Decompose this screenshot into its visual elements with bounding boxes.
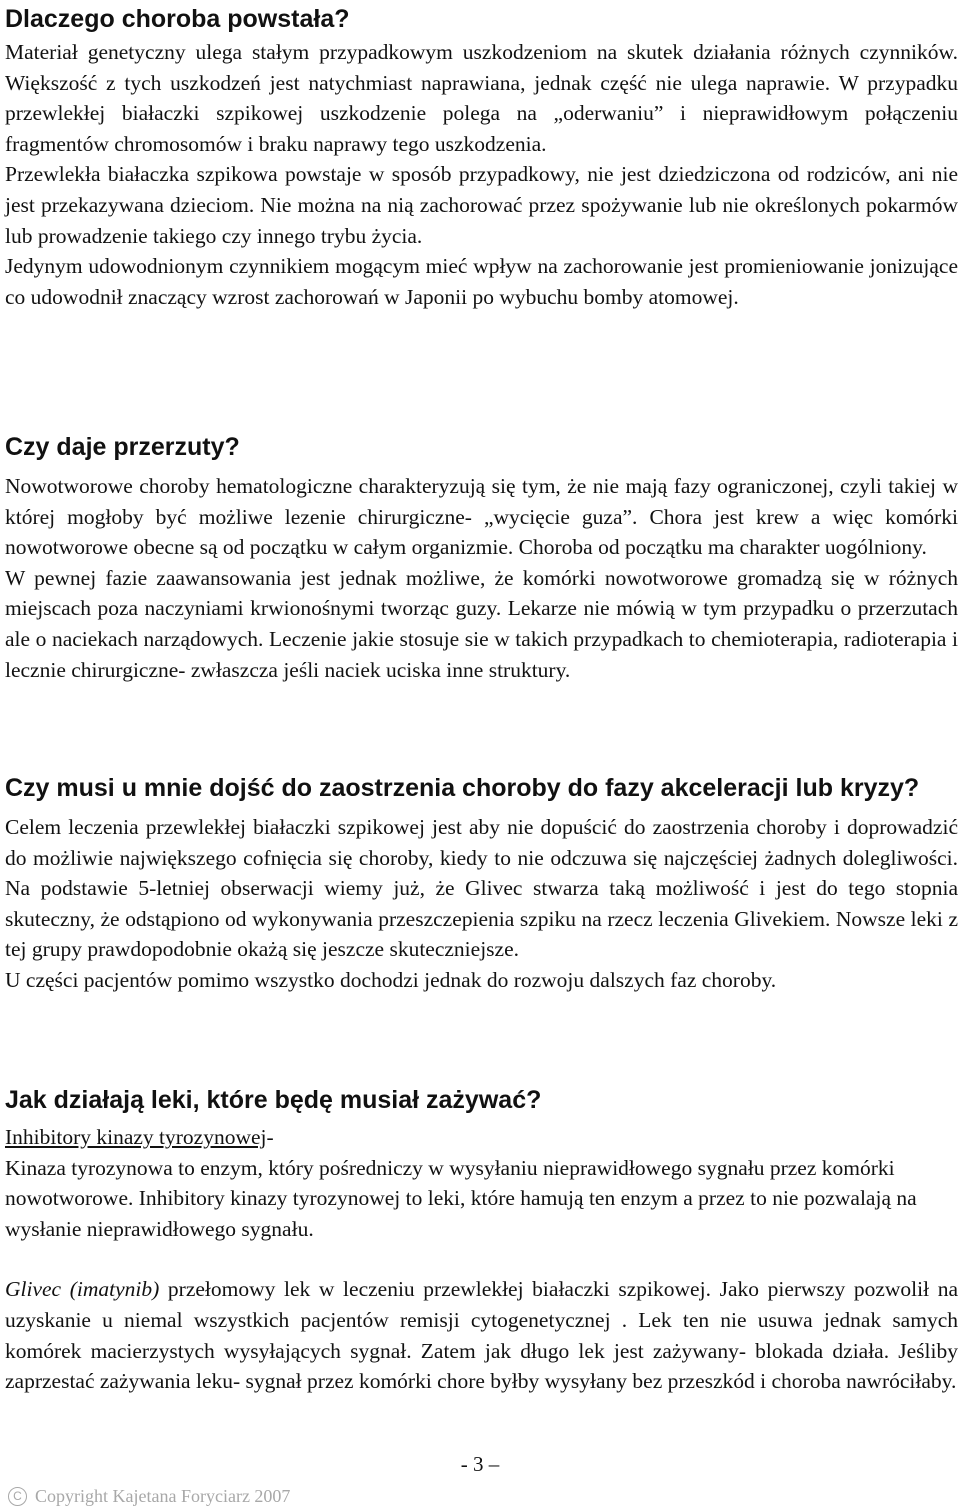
glivec-text: przełomowy lek w leczeniu przewlekłej białaczki szpikowej. Jako pierwszy pozwolił na uzyskanie u niemal wszystkich pacjentów remisji cytogenetycznej . Lek ten nie usuwa jednak samych komórek macierzystych wysyłających sygnał. Zatem jak długo lek jest zażywany- blokada działa. Jeśliby zaprzestać zażywania leku- sygnał przez komórki chore byłby wysyłany bez przeszkód i choroba nawróciłaby. — [5, 1277, 958, 1394]
paragraph: Celem leczenia przewlekłej białaczki szpikowej jest aby nie dopuścić do zaostrzenia choroby i doprowadzić do możliwie największego cofnięcia się choroby, kiedy to nie odczuwa się najczęściej żadnych dolegliwości. Na podstawie 5-letniej obserwacji wiemy już, że Glivec stwarza taką możliwość i jest do tego stopnia skuteczny, że odstąpiono od wykonywania przeszczepienia szpiku na rzecz leczenia Glivekiem. Nowsze leki z tej grupy prawdopodobnie okażą się jeszcze skuteczniejsze. — [5, 815, 958, 962]
page-number: - 3 – — [460, 1452, 500, 1476]
copyright-text: Copyright Kajetana Foryciarz 2007 — [35, 1486, 291, 1506]
paragraph: Kinaza tyrozynowa to enzym, który pośredniczy w wysyłaniu nieprawidłowego sygnału przez komórki nowotworowe. Inhibitory kinazy tyrozynowej to leki, które hamują ten enzym a przez to nie pozwalają na wysłanie nieprawidłowego sygnału. — [5, 1155, 917, 1241]
paragraph: Jedynym udowodnionym czynnikiem mogącym mieć wpływ na zachorowanie jest promieniowanie jonizujące co udowodnił znaczący wzrost zachorowań w Japonii po wybuchu bomby atomowej. — [5, 254, 958, 309]
heading-zaostrzenie: Czy musi u mnie dojść do zaostrzenia choroby do fazy akceleracji lub kryzy? — [5, 774, 920, 802]
section-metastasis — [5, 432, 958, 685]
inhibitor-title: Inhibitory kinazy tyrozynowej — [5, 1125, 267, 1149]
copyright-footer — [8, 1486, 290, 1507]
glivec-paragraph — [5, 1274, 958, 1396]
section-progression — [5, 773, 958, 996]
inhibitor-title-line — [5, 1122, 958, 1153]
paragraph: U części pacjentów pomimo wszystko dochodzi jednak do rozwoju dalszych faz choroby. — [5, 967, 777, 992]
paragraph: W pewnej fazie zaawansowania jest jednak możliwe, że komórki nowotworowe gromadzą się w różnych miejscach poza naczyniami krwionośnymi tworząc guzy. Lekarze nie mówią w tym przypadku o przerzutach ale o naciekach narządowych. Leczenie jakie stosuje sie w takich przypadkach to chemioterapia, radioterapia i lecznie chirurgiczne- zwłaszcza jeśli naciek uciska inne struktury. — [5, 565, 958, 682]
paragraph: Nowotworowe choroby hematologiczne charakteryzują się tym, że nie mają fazy ograniczonej, czyli takiej w której mogłoby być możliwe lezenie chirurgiczne- „wycięcie guza”. Chora jest krew a więc komórki nowotworowe obecne są od początku w całym organizmie. Choroba od początku ma charakter uogólniony. — [5, 474, 958, 560]
copyright-icon: C — [8, 1487, 27, 1506]
heading-przerzuty: Czy daje przerzuty? — [5, 433, 240, 461]
section-origin — [5, 4, 958, 312]
glivec-name: Glivec (imatynib) — [5, 1277, 160, 1302]
inhibitor-dash: - — [266, 1125, 274, 1149]
section-drugs — [5, 1085, 958, 1397]
heading-dlaczego: Dlaczego choroba powstała? — [5, 5, 350, 33]
paragraph: Materiał genetyczny ulega stałym przypadkowym uszkodzeniom na skutek działania różnych czynników. Większość z tych uszkodzeń jest natychmiast naprawiana, jednak część nie ulega naprawie. W przypadku przewlekłej białaczki szpikowej uszkodzenie polega na „oderwaniu” i nieprawidłowym połączeniu fragmentów chromosomów i braku naprawy tego uszkodzenia. — [5, 40, 958, 156]
heading-leki: Jak działają leki, które będę musiał zażywać? — [5, 1086, 542, 1114]
paragraph: Przewlekła białaczka szpikowa powstaje w sposób przypadkowy, nie jest dziedziczona od rodziców, ani nie jest przekazywana dzieciom. Nie można na nią zachorować przez spożywanie lub nie określonych pokarmów lub prowadzenie takiego czy innego trybu życia. — [5, 162, 958, 248]
